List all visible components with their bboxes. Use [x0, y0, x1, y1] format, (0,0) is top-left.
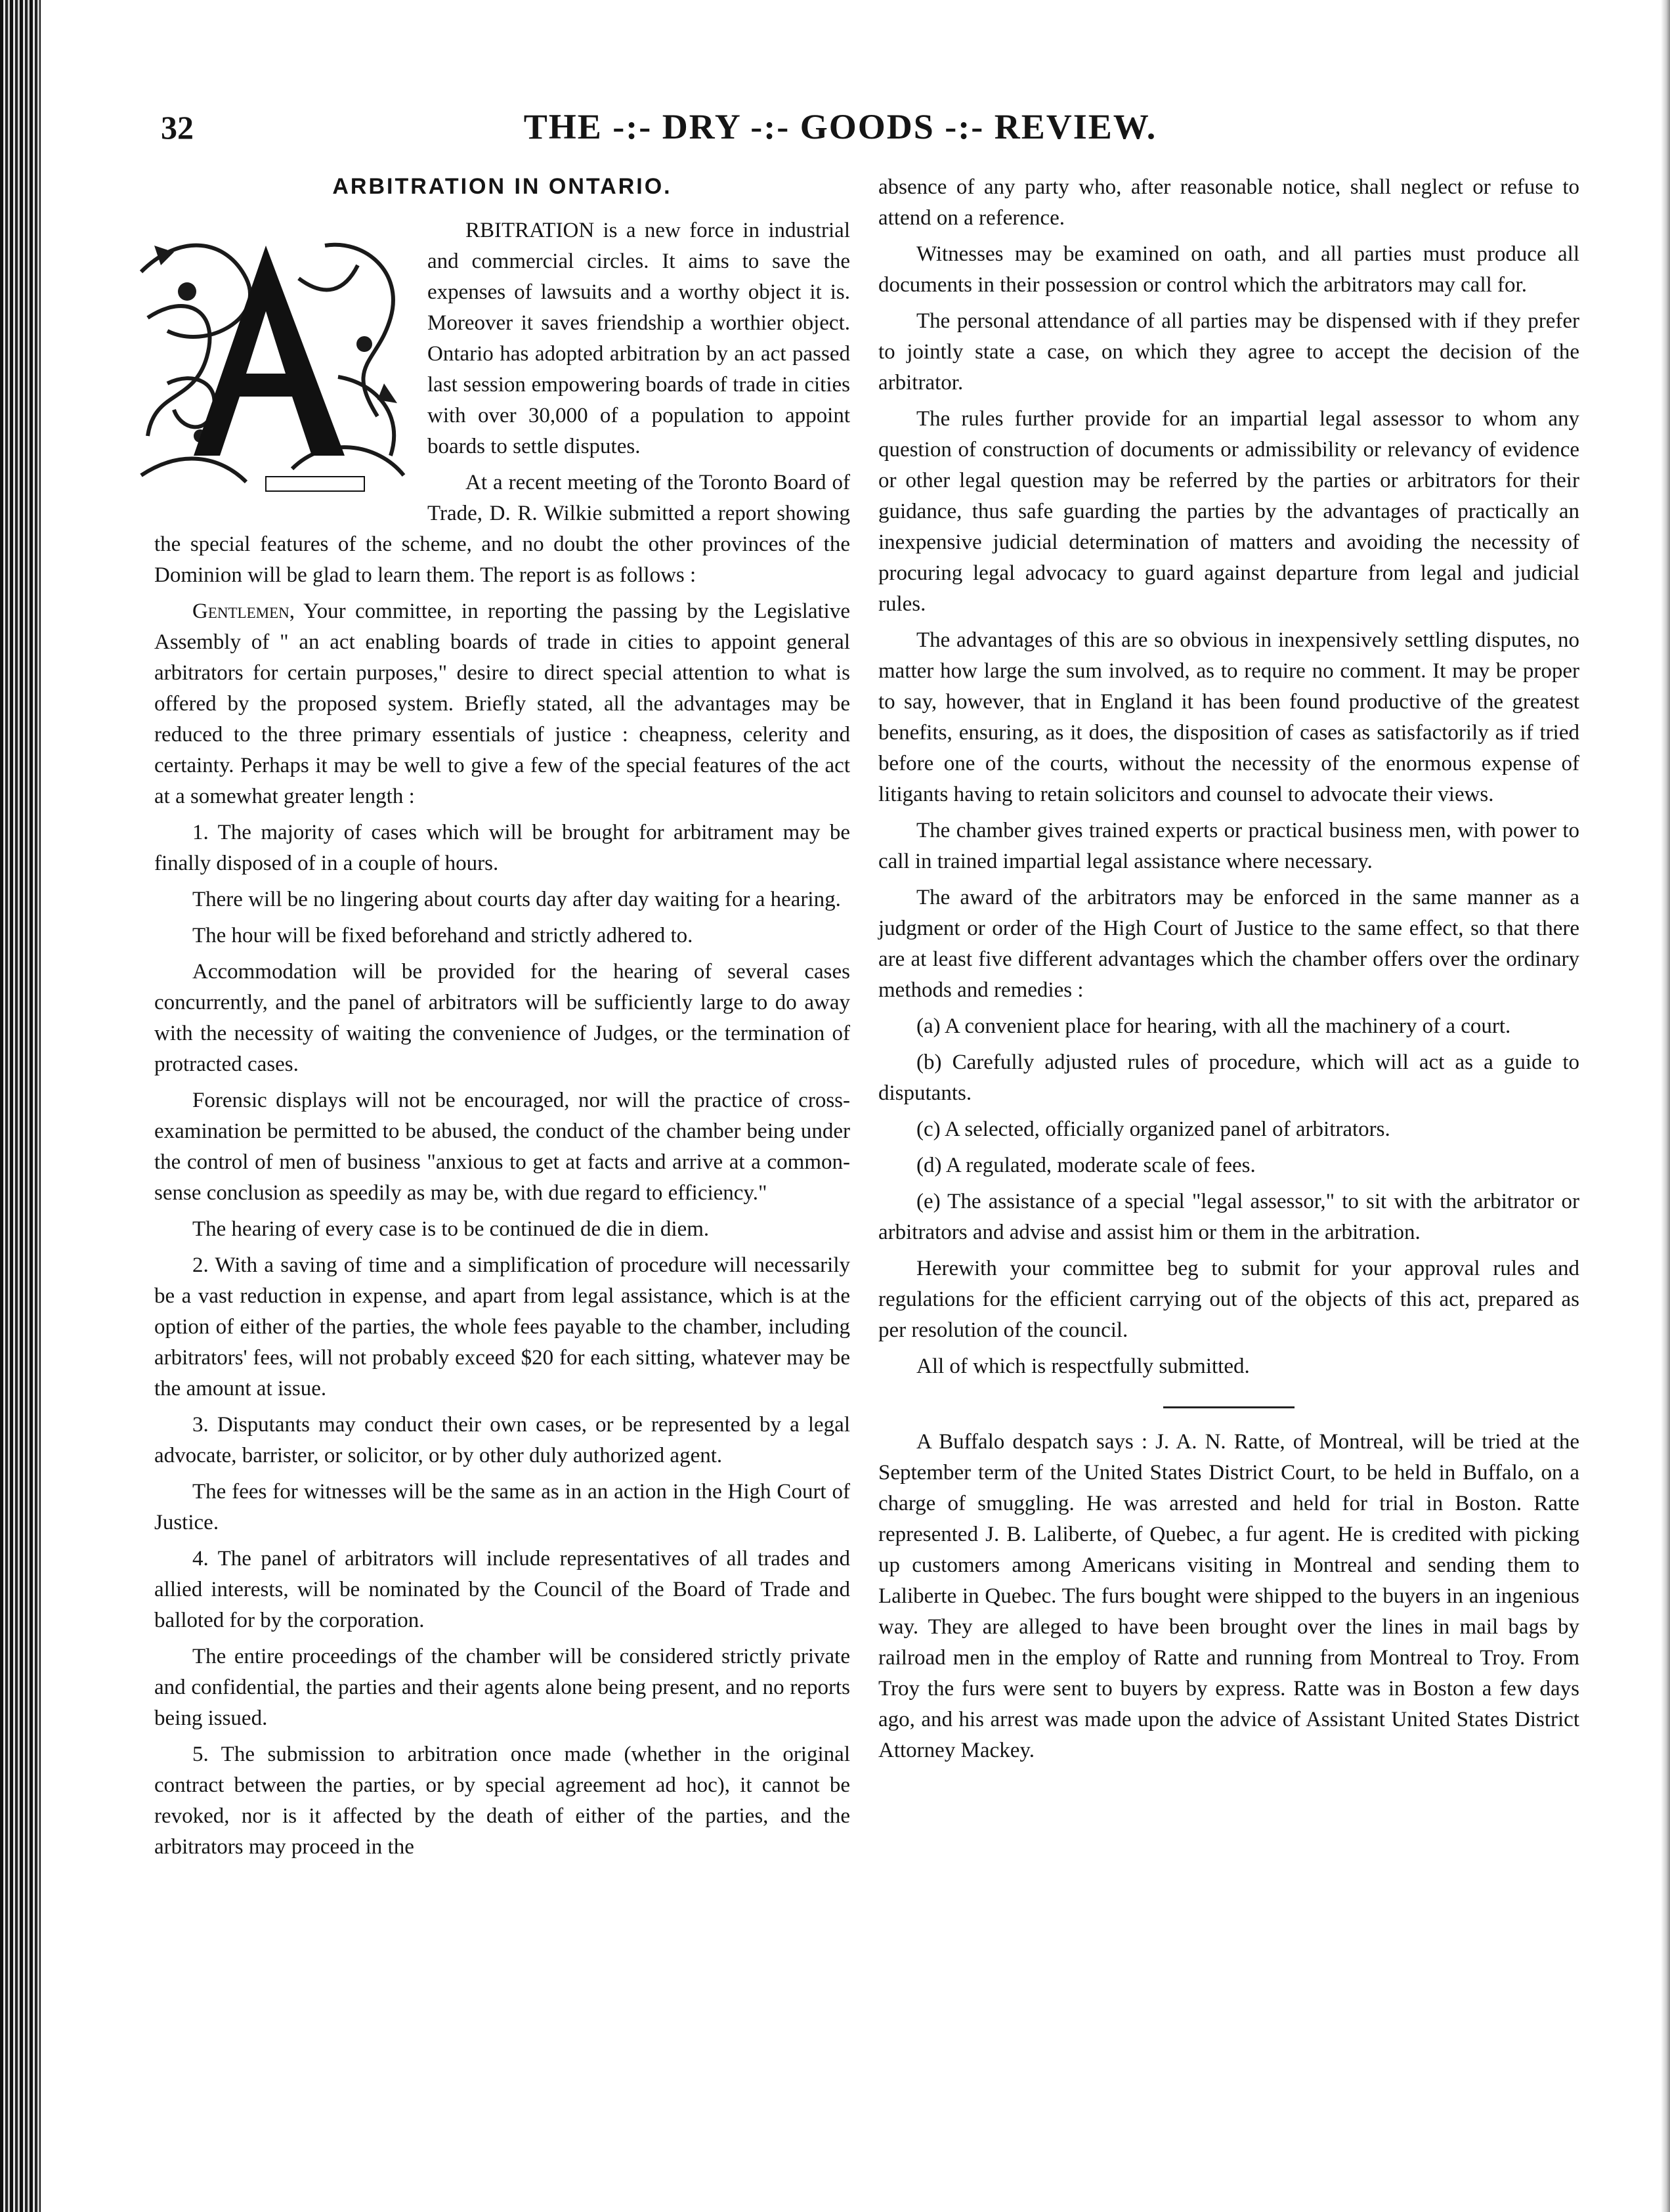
news-item-paragraph: A Buffalo despatch says : J. A. N. Ratte, of Montreal, will be tried at the September term of the United States District Court, to be held in Buffalo, on a charge of smuggling. He was arrested and held for trial in Boston. Ratte represented J. B. Laliberte, of Quebec, a fur agent. He is credited with picking up customers among Americans visiting in Montreal and sending them to Laliberte in Quebec. The furs bought were shipped to the buyers in an ingenious way. They are alleged to have been brought over the lines in mail bags by railroad men in the employ of Ratte and running from Montreal to Troy. From Troy the furs were sent to buyers by express. Ratte was in Boston a few days ago, and his arrest was made upon the advice of Assistant United States District Attorney Mackey. [878, 1430, 1579, 1762]
right-paragraph: The award of the arbitrators may be enforced in the same manner as a judgment or order of the High Court of Justice to the same effect, so that there are at least five different advantages which the chamber offers over the ordinary methods and remedies : [878, 886, 1579, 1002]
point-2-paragraph: 2. With a saving of time and a simplification of procedure will necessarily be a vast reduction in expense, and apart from legal assistance, which is at the option of either of the parties, the whole fees payable to the chamber, including arbitrators' fees, will not probably exceed $20 for each sitting, whatever may be the amount at issue. [154, 1253, 850, 1400]
intro-paragraph: At a recent meeting of the Toronto Board of Trade, D. R. Wilkie submitted a report showing the special features of the scheme, and no doubt the other provinces of the Dominion will be glad to learn them. The report is as follows : [154, 471, 850, 587]
list-item-a: (a) A convenient place for hearing, with all the machinery of a court. [916, 1014, 1511, 1038]
ornamental-dropcap [128, 219, 417, 495]
point-5-paragraph: 5. The submission to arbitration once made (whether in the original contract between the parties, or by special agreement ad hoc), it cannot be revoked, nor is it affected by the death of either of the parties, and the arbitrators may proceed in the [154, 1743, 850, 1859]
article-title: ARBITRATION IN ONTARIO. [332, 174, 672, 199]
page-number: 32 [161, 109, 194, 146]
left-paragraph: The entire proceedings of the chamber will be considered strictly private and confidential, the parties and their agents alone being present, and no reports being issued. [154, 1645, 850, 1730]
book-spine-edge [0, 0, 41, 2212]
salutation: Gentlemen, [192, 599, 295, 623]
report-paragraph [154, 596, 850, 812]
left-paragraph: There will be no lingering about courts day after day waiting for a hearing. [192, 888, 841, 911]
left-paragraph: The hearing of every case is to be continued de die in diem. [192, 1217, 710, 1241]
list-item-e: (e) The assistance of a special "legal assessor," to sit with the arbitrator or arbitrators and advise and assist him or them in the arbitration. [878, 1190, 1579, 1244]
list-item-d: (d) A regulated, moderate scale of fees. [916, 1154, 1256, 1177]
report-body: Your committee, in reporting the passing by the Legislative Assembly of " an act enabling boards of trade in cities to appoint general arbitrators for certain purposes," desire to direct special attention to what is offered by the proposed system. Briefly stated, all the advantages may be reduced to the three primary essentials of justice : cheapness, celerity and certainty. Perhaps it may be well to give a few of the special features of the act at a somewhat greater length : [154, 599, 850, 808]
list-item-b: (b) Carefully adjusted rules of procedure, which will act as a guide to disputants. [878, 1051, 1579, 1105]
point-3-paragraph: 3. Disputants may conduct their own cases, or be represented by a legal advocate, barrister, or solicitor, or by other duly authorized agent. [154, 1413, 850, 1467]
left-paragraph: The fees for witnesses will be the same as in an action in the High Court of Justice. [154, 1480, 850, 1534]
right-paragraph: The chamber gives trained experts or practical business men, with power to call in trained impartial legal assistance where necessary. [878, 819, 1579, 873]
left-paragraph: Forensic displays will not be encouraged, nor will the practice of cross-examination be permitted to be abused, the conduct of the chamber being under the control of men of business "anxious to get at facts and arrive at a common-sense conclusion as speedily as may be, with due regard to efficiency." [154, 1089, 850, 1205]
right-paragraph: The advantages of this are so obvious in inexpensively settling disputes, no matter how large the sum involved, as to require no comment. It may be proper to say, however, that in England it has been found productive of the greatest benefits, ensuring, as it does, the disposition of cases as satisfactorily as if tried before one of the courts, without the necessity of the enormous expense of litigants having to retain solicitors and counsel to advocate their views. [878, 628, 1579, 806]
left-paragraph: The hour will be fixed beforehand and strictly adhered to. [192, 924, 693, 947]
continued-paragraph: absence of any party who, after reasonable notice, shall neglect or refuse to attend on a reference. [878, 175, 1579, 230]
opening-paragraph: RBITRATION is a new force in industrial and commercial circles. It aims to save the expenses of lawsuits and a worthy object it is. Moreover it saves friendship a worthier object. Ontario has adopted arbitration by an act passed last session empowering boards of trade in cities with over 30,000 of a population to appoint boards to settle disputes. [427, 219, 850, 458]
left-paragraph: Accommodation will be provided for the hearing of several cases concurrently, and the panel of arbitrators will be sufficiently large to do away with the necessity of waiting the convenience of Judges, or the termination of protracted cases. [154, 960, 850, 1076]
right-paragraph: Witnesses may be examined on oath, and all parties must produce all documents in their possession or control which the arbitrators may call for. [878, 242, 1579, 297]
right-paragraph: The personal attendance of all parties may be dispensed with if they prefer to jointly state a case, on which they agree to accept the decision of the arbitrator. [878, 309, 1579, 395]
masthead-title: THE -:- DRY -:- GOODS -:- REVIEW. [523, 107, 1157, 146]
section-divider [878, 1387, 1579, 1427]
right-paragraph: Herewith your committee beg to submit for your approval rules and regulations for the efficient carrying out of the objects of this act, prepared as per resolution of the council. [878, 1257, 1579, 1342]
page-right-edge [1661, 0, 1670, 2212]
list-item-c: (c) A selected, officially organized panel of arbitrators. [916, 1117, 1390, 1141]
closing-paragraph: All of which is respectfully submitted. [916, 1355, 1250, 1378]
point-1-paragraph: 1. The majority of cases which will be brought for arbitrament may be finally disposed of in a couple of hours. [154, 821, 850, 875]
left-column [154, 172, 850, 1868]
point-4-paragraph: 4. The panel of arbitrators will include representatives of all trades and allied interests, will be nominated by the Council of the Board of Trade and balloted for by the corporation. [154, 1547, 850, 1632]
right-column [878, 172, 1579, 1771]
right-paragraph: The rules further provide for an impartial legal assessor to whom any question of construction of documents or admissibility or relevancy of evidence or other legal question may be referred by the parties or arbitrators for their guidance, thus safe guarding the parties by the advantages of practically an inexpensive judicial determination of matters and avoiding the necessity of procuring legal advocacy to guard against departure from legal and judicial rules. [878, 407, 1579, 616]
